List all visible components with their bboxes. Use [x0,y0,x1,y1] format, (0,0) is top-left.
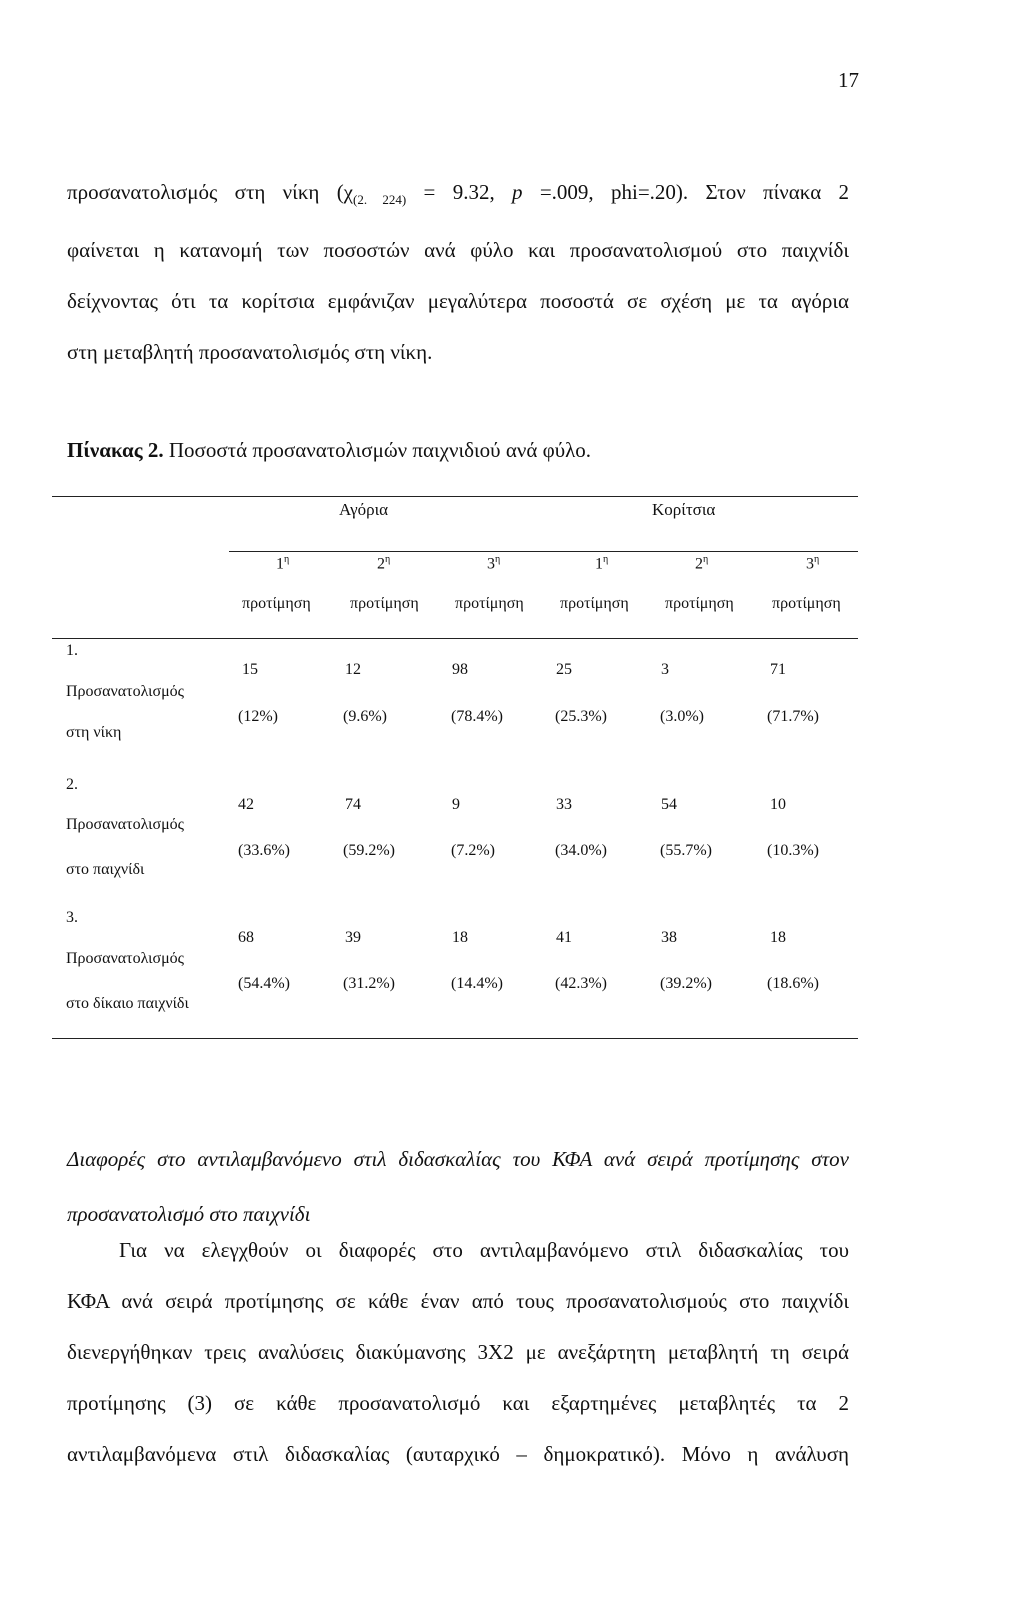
paragraph-line: προτίμησης (3) σε κάθε προσανατολισμό και εξαρτημένες μεταβλητές τα 2 [67,1391,849,1415]
paragraph-line: διενεργήθηκαν τρεις αναλύσεις διακύμανσης 3Χ2 με ανεξάρτητη μεταβλητή τη σειρά [67,1340,849,1364]
row-label: στο παιχνίδι [66,861,145,878]
section-title-line: προσανατολισμό στο παιχνίδι [67,1202,311,1226]
count-cell: 38 [661,929,677,946]
paragraph-line: ΚΦΑ ανά σειρά προτίμησης σε κάθε έναν από τους προσανατολισμούς στο παιχνίδι [67,1289,849,1313]
percent-cell: (12%) [238,708,278,725]
row-label: στη νίκη [66,724,122,741]
percent-cell: (25.3%) [555,708,607,725]
column-header-number: $2^\eta$ [377,554,391,573]
count-cell: 98 [452,661,468,678]
paragraph-2 [67,1225,849,1480]
table-bottom-rule [52,1038,858,1039]
row-label: στο δίκαιο παιχνίδι [66,995,189,1012]
row-label-number: 1. [66,642,78,659]
percent-cell: (34.0%) [555,842,607,859]
count-cell: 15 [242,661,258,678]
column-header-number: $3^\eta$ [806,554,820,573]
percent-cell: (78.4%) [451,708,503,725]
percent-cell: (33.6%) [238,842,290,859]
group-header-boys: Αγόρια [339,500,389,519]
column-header-label: προτίμηση [455,595,524,612]
count-cell: 3 [661,661,669,678]
paragraph-line: προσανατολισμός στη νίκη ($\chi_{(2. 224)} = 9.32$, p =.009, phi=.20). Στον πίνακα 2 [67,180,850,208]
percent-cell: (7.2%) [451,842,495,859]
column-header-label: προτίμηση [665,595,734,612]
group-header-girls: Κορίτσια [652,500,716,519]
row-label: Προσανατολισμός [66,683,184,700]
column-header-number: $2^\eta$ [695,554,709,573]
column-header-label: προτίμηση [560,595,629,612]
page-number: 17 [838,68,859,92]
table-caption-text: Ποσοστά προσανατολισμών παιχνιδιού ανά φύλο. [168,438,592,462]
count-cell: 71 [770,661,786,678]
percent-cell: (14.4%) [451,975,503,992]
row-label-number: 3. [66,909,78,926]
section-title-line: Διαφορές στο αντιλαμβανόμενο στιλ διδασκαλίας του ΚΦΑ ανά σειρά προτίμησης στον [67,1147,849,1171]
percent-cell: (10.3%) [767,842,819,859]
row-label: Προσανατολισμός [66,816,184,833]
count-cell: 18 [452,929,468,946]
paragraph-line: στη μεταβλητή προσανατολισμός στη νίκη. [67,340,433,365]
count-cell: 54 [661,796,677,813]
table-caption [67,438,591,463]
column-header-number: $3^\eta$ [487,554,501,573]
column-header-number: $1^\eta$ [595,554,609,573]
percent-cell: (59.2%) [343,842,395,859]
column-header-label: προτίμηση [242,595,311,612]
count-cell: 39 [345,929,361,946]
percent-cell: (71.7%) [767,708,819,725]
percent-cell: (55.7%) [660,842,712,859]
column-header-label: προτίμηση [350,595,419,612]
table-caption-label: Πίνακας 2. [67,438,164,462]
count-cell: 9 [452,796,460,813]
percent-cell: (31.2%) [343,975,395,992]
header-bottom-rule [52,638,858,639]
count-cell: 42 [238,796,254,813]
paragraph-line: φαίνεται η κατανομή των ποσοστών ανά φύλο και προσανατολισμού στο παιχνίδι [67,238,849,263]
paragraph-line: αντιλαμβανόμενα στιλ διδασκαλίας (αυταρχικό – δημοκρατικό). Μόνο η ανάλυση [67,1442,849,1466]
count-cell: 33 [556,796,572,813]
percent-cell: (9.6%) [343,708,387,725]
row-label-number: 2. [66,776,78,793]
table-top-rule [52,496,858,497]
paragraph-line: Για να ελεγχθούν οι διαφορές στο αντιλαμβανόμενο στιλ διδασκαλίας του [119,1238,849,1262]
percent-cell: (39.2%) [660,975,712,992]
paragraph-line: δείχνοντας ότι τα κορίτσια εμφάνιζαν μεγαλύτερα ποσοστά σε σχέση με τα αγόρια [67,289,849,314]
count-cell: 74 [345,796,361,813]
count-cell: 12 [345,661,361,678]
paragraph-1 [67,167,849,378]
count-cell: 18 [770,929,786,946]
column-header-label: προτίμηση [772,595,841,612]
row-label: Προσανατολισμός [66,950,184,967]
percent-cell: (3.0%) [660,708,704,725]
count-cell: 25 [556,661,572,678]
group-header-rule [229,551,858,552]
column-header-number: $1^\eta$ [276,554,290,573]
percent-cell: (42.3%) [555,975,607,992]
percent-cell: (54.4%) [238,975,290,992]
percent-cell: (18.6%) [767,975,819,992]
count-cell: 68 [238,929,254,946]
count-cell: 41 [556,929,572,946]
count-cell: 10 [770,796,786,813]
